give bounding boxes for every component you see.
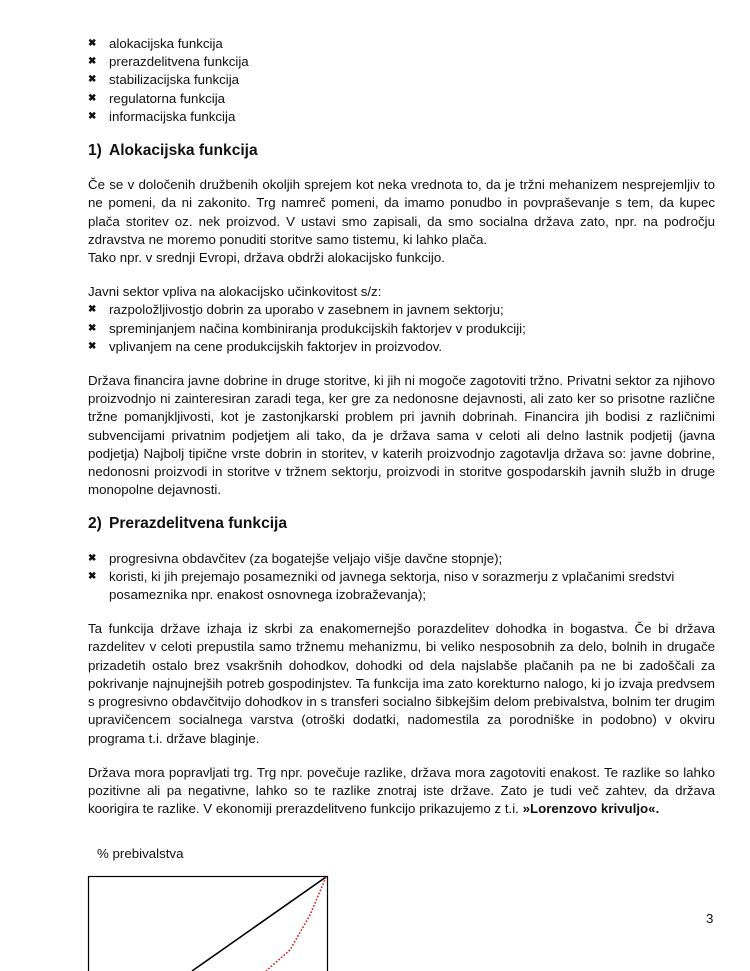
x-bullet-icon: ✖: [88, 74, 97, 86]
list-item: [88, 301, 715, 319]
section-number: 2): [88, 515, 102, 533]
lorenz-curve-term: »Lorenzovo krivuljo«.: [522, 801, 660, 817]
figure-frame: [89, 877, 328, 971]
list-intro: Javni sektor vpliva na alokacijsko učinkovitost s/z:: [88, 284, 382, 300]
allocation-effects-list: [88, 301, 715, 356]
x-bullet-icon: ✖: [88, 110, 97, 122]
x-bullet-icon: ✖: [88, 322, 97, 334]
list-item: [88, 35, 715, 53]
list-item: [88, 338, 715, 356]
list-item-text: alokacijska funkcija: [109, 36, 223, 51]
section-heading-prerazdelitvena: [88, 515, 715, 533]
figure-y-axis-label: % prebivalstva: [97, 846, 184, 861]
x-bullet-icon: ✖: [88, 92, 97, 104]
list-item-text: koristi, ki jih prejemajo posamezniki od javnega sektorja, niso v sorazmerju z vplačanimi sredstvi posameznika npr. enakost osnovnega izobraževanja);: [109, 568, 675, 603]
list-item-text: progresivna obdavčitev (za bogatejše veljajo višje davčne stopnje);: [109, 550, 503, 566]
list-item: [88, 90, 715, 108]
list-item-text: regulatorna funkcija: [109, 90, 226, 106]
list-item: [88, 53, 715, 71]
paragraph: Tako npr. v srednji Evropi, država obdrži alokacijsko funkcijo.: [88, 250, 445, 266]
x-bullet-icon: ✖: [88, 570, 97, 582]
paragraph: Ta funkcija države izhaja iz skrbi za enakomernejšo porazdelitev dohodka in bogastva. Če bi država razdelitev v celoti prepustila samo tržnemu mehanizmu, bi veliko nesposobnih za delo, bolnih in drugače prizadetih ostalo brez vsakršnih dohodkov, dohodki od dela najslabše plačanih pa ne bi zadoščali za pokrivanje najnujnejših potreb gospodinjstev. Ta funkcija ima zato korekturno nalogo, ki jo izvaja predvsem s progresivno obdavčitvijo dohodkov in s transferi socialno šibkejšim delom prebivalstva, bolnim ter drugim upravičencem socialnega varstva (otroški dodatki, nadomestila za porodniške in podobno) v okviru programa t.i. države blaginje.: [88, 621, 715, 746]
redistribution-list: [88, 550, 715, 605]
x-bullet-icon: ✖: [88, 340, 97, 352]
list-item: [88, 108, 715, 126]
paragraph: [88, 764, 715, 819]
equality-line: [192, 877, 326, 971]
list-item-text: prerazdelitvena funkcija: [109, 54, 249, 70]
section-heading-alokacijska: [88, 142, 715, 160]
list-item: [88, 550, 715, 568]
section-title: Alokacijska funkcija: [109, 142, 258, 160]
section-title: Prerazdelitvena funkcija: [109, 515, 287, 533]
document-page: [88, 35, 715, 818]
x-bullet-icon: ✖: [88, 552, 97, 564]
intro-function-list: [88, 35, 715, 126]
page-number: 3: [706, 911, 714, 926]
paragraph: Če se v določenih družbenih okoljih sprejem kot neka vrednota to, da je tržni mehanizem nesprejemljiv to ne pomeni, da ni zakonito. Trg namreč pomeni, da imamo ponudbo in povpraševanje s tem, da kupec plača storitev oz. nek proizvod. V ustavi smo zapisali, da smo socialna država zato, npr. na področju zdravstva ne moremo ponuditi storitve samo tistemu, ki lahko plača.: [88, 177, 715, 247]
paragraph: Država financira javne dobrine in druge storitve, ki jih ni mogoče zagotoviti tržno. Privatni sektor za njihovo proizvodnjo ni zainteresiran zaradi tega, ker gre za nedonosne dejavnosti, ali zato ker so prisotne različne tržne pomanjkljivosti, kot je zastonjkarski problem pri javnih dobrinah. Financira jih bodisi z različnimi subvencijami privatnim podjetjem ali tako, da je država sama v celoti ali delno lastnik podjetij (javna podjetja) Najbolj tipične vrste dobrin in storitev, v katerih proizvodnjo zagotavlja država so: javne dobrine, nedonosni proizvodi in storitve v tržnem sektorju, proizvodi in storitve gospodarskih javnih služb in druge monopolne dejavnosti.: [88, 373, 715, 498]
list-item: [88, 320, 715, 338]
list-item-text: razpoložljivostjo dobrin za uporabo v zasebnem in javnem sektorju;: [109, 302, 504, 318]
section-number: 1): [88, 142, 102, 160]
paragraph-text: Država mora popravljati trg. Trg npr. povečuje razlike, država mora zagotoviti enakost. Te razlike so lahko pozitivne ali pa negativne, lahko so te razlike znotraj iste države. Zato je tudi več zahtev, da država koorigira te razlike. V ekonomiji prerazdelitveno funkcijo prikazujemo z t.i.: [88, 764, 715, 817]
lorenz-curve: [266, 877, 326, 971]
list-item-text: informacijska funkcija: [109, 108, 236, 124]
x-bullet-icon: ✖: [88, 56, 97, 68]
list-item-text: stabilizacijska funkcija: [109, 72, 240, 88]
list-item-text: vplivanjem na cene produkcijskih faktorjev in proizvodov.: [109, 338, 443, 354]
list-item-text: spreminjanjem načina kombiniranja produkcijskih faktorjev v produkciji;: [109, 320, 526, 336]
x-bullet-icon: ✖: [88, 304, 97, 316]
x-bullet-icon: ✖: [88, 38, 97, 49]
list-item: [88, 71, 715, 89]
list-item: [88, 568, 715, 604]
